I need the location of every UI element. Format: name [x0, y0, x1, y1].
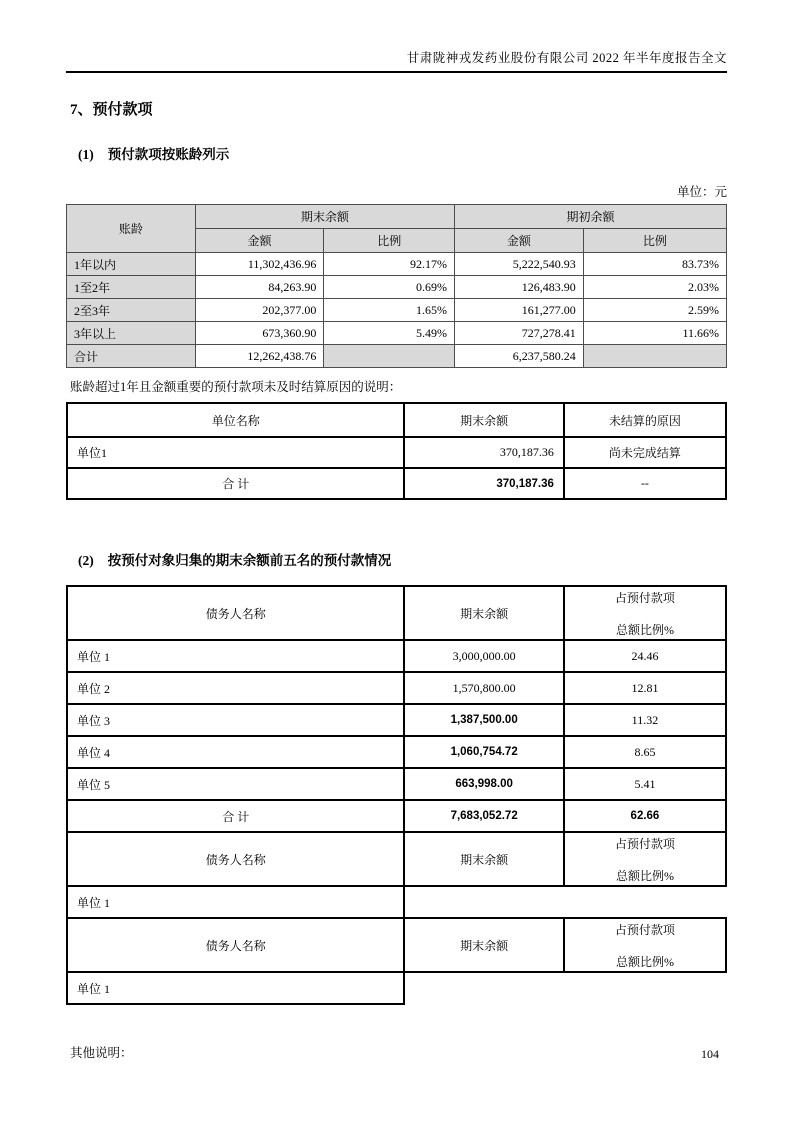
- top-five-header-row: [67, 832, 726, 886]
- cell-age: 1至2年: [67, 276, 196, 299]
- col-header-ratio: [564, 586, 726, 640]
- table-row: [67, 672, 726, 704]
- ratio-header-line1: 占预付款项: [614, 922, 675, 937]
- cell-empty: [324, 345, 455, 368]
- cell-debtor-name: 单位 1: [67, 972, 404, 1004]
- cell-balance: 1,060,754.72: [404, 736, 563, 768]
- cell-total-end-amount: 12,262,438.76: [195, 345, 324, 368]
- cell-total-label: 合计: [67, 345, 196, 368]
- col-header-debtor-name: 债务人名称: [67, 918, 404, 972]
- aging-table-header-row-1: [67, 205, 727, 229]
- table-row: [67, 768, 726, 800]
- header-divider: [66, 71, 727, 73]
- col-header-ratio: [564, 832, 726, 886]
- cell-end-amount: 11,302,436.96: [195, 253, 324, 276]
- unsettled-table: [66, 402, 727, 500]
- top-five-extra-block-2: [66, 917, 727, 1005]
- section-title: 7、预付款项: [70, 102, 153, 118]
- top-five-header-row: [67, 586, 726, 640]
- cell-debtor-name: 单位 3: [67, 704, 404, 736]
- col-header-ending-balance: 期末余额: [404, 586, 563, 640]
- col-header-ratio-end: 比例: [324, 229, 455, 253]
- col-header-ending-balance: 期末余额: [404, 403, 563, 437]
- aging-note: 账龄超过1年且金额重要的预付款项未及时结算原因的说明：: [70, 380, 402, 394]
- cell-begin-amount: 727,278.41: [455, 322, 584, 345]
- table-row: [67, 640, 726, 672]
- cell-total-begin-amount: 6,237,580.24: [455, 345, 584, 368]
- cell-total-balance: 370,187.36: [404, 468, 563, 499]
- cell-ratio: 8.65: [564, 736, 726, 768]
- cell-ratio: 24.46: [564, 640, 726, 672]
- col-header-debtor-name: 债务人名称: [67, 586, 404, 640]
- cell-begin-ratio: 83.73%: [583, 253, 726, 276]
- top-five-table: [66, 585, 727, 833]
- cell-end-ratio: 0.69%: [324, 276, 455, 299]
- cell-total-label: 合 计: [67, 468, 404, 499]
- cell-ratio: 5.41: [564, 768, 726, 800]
- table-row: [67, 437, 726, 468]
- cell-debtor-name: 单位 1: [67, 886, 404, 918]
- cell-balance: 370,187.36: [404, 437, 563, 468]
- subsection-2-number: (2): [78, 553, 94, 568]
- cell-balance: 663,998.00: [404, 768, 563, 800]
- cell-debtor-name: 单位 5: [67, 768, 404, 800]
- cell-ratio: 12.81: [564, 672, 726, 704]
- document-header-title: 甘肃陇神戎发药业股份有限公司 2022 年半年度报告全文: [406, 51, 727, 65]
- col-header-ending-balance: 期末余额: [404, 918, 563, 972]
- subsection-2-title: [78, 549, 727, 569]
- col-header-ending-balance: 期末余额: [195, 205, 454, 229]
- col-header-amount-end: 金额: [195, 229, 324, 253]
- table-row: [67, 322, 727, 345]
- table-row: [67, 704, 726, 736]
- cell-empty: [583, 345, 726, 368]
- cell-reason: 尚未完成结算: [564, 437, 726, 468]
- cell-balance: 1,387,500.00: [404, 704, 563, 736]
- cell-begin-amount: 126,483.90: [455, 276, 584, 299]
- cell-begin-ratio: 11.66%: [583, 322, 726, 345]
- other-note: 其他说明：: [70, 1046, 133, 1060]
- cell-end-amount: 202,377.00: [195, 299, 324, 322]
- cell-balance: 1,570,800.00: [404, 672, 563, 704]
- cell-empty: [404, 886, 563, 918]
- table-row: [67, 253, 727, 276]
- cell-debtor-name: 单位 1: [67, 640, 404, 672]
- top-five-extra-block-1: [66, 831, 727, 919]
- cell-total-label: 合 计: [67, 800, 404, 832]
- col-header-beginning-balance: 期初余额: [455, 205, 727, 229]
- col-header-unit-name: 单位名称: [67, 403, 404, 437]
- ratio-header-line2: 总额比例%: [615, 622, 674, 637]
- ratio-header-line1: 占预付款项: [614, 836, 675, 851]
- cell-total-ratio: 62.66: [564, 800, 726, 832]
- cell-begin-ratio: 2.59%: [583, 299, 726, 322]
- cell-empty: [564, 886, 726, 918]
- cell-begin-amount: 5,222,540.93: [455, 253, 584, 276]
- total-row: [67, 345, 727, 368]
- total-row: [67, 468, 726, 499]
- page-content: [66, 0, 727, 1061]
- table-row: [67, 299, 727, 322]
- cell-debtor-name: 单位 2: [67, 672, 404, 704]
- cell-end-amount: 84,263.90: [195, 276, 324, 299]
- cell-end-amount: 673,360.90: [195, 322, 324, 345]
- subsection-1-title: [78, 143, 727, 163]
- cell-debtor-name: 单位 4: [67, 736, 404, 768]
- aging-table: [66, 204, 727, 368]
- cell-unit-name: 单位1: [67, 437, 404, 468]
- table-row: [67, 276, 727, 299]
- page-number: 104: [701, 1047, 719, 1061]
- cell-end-ratio: 1.65%: [324, 299, 455, 322]
- ratio-header-line2: 总额比例%: [615, 868, 674, 883]
- cell-begin-ratio: 2.03%: [583, 276, 726, 299]
- cell-end-ratio: 92.17%: [324, 253, 455, 276]
- cell-age: 1年以内: [67, 253, 196, 276]
- subsection-2-text: 按预付对象归集的期末余额前五名的预付款情况: [107, 553, 392, 568]
- cell-age: 3年以上: [67, 322, 196, 345]
- cell-total-balance: 7,683,052.72: [404, 800, 563, 832]
- ratio-header-line2: 总额比例%: [615, 954, 674, 969]
- col-header-age: 账龄: [67, 205, 196, 253]
- total-row: [67, 800, 726, 832]
- col-header-debtor-name: 债务人名称: [67, 832, 404, 886]
- top-five-header-row: [67, 918, 726, 972]
- table-row: [67, 972, 726, 1004]
- unit-label: 单位：元: [676, 185, 727, 199]
- cell-balance: 3,000,000.00: [404, 640, 563, 672]
- ratio-header-line1: 占预付款项: [614, 590, 675, 605]
- cell-total-reason: --: [564, 468, 726, 499]
- cell-empty: [564, 972, 726, 1004]
- cell-ratio: 11.32: [564, 704, 726, 736]
- unsettled-header-row: [67, 403, 726, 437]
- cell-empty: [404, 972, 563, 1004]
- cell-end-ratio: 5.49%: [324, 322, 455, 345]
- col-header-ratio: [564, 918, 726, 972]
- subsection-1-text: 预付款项按账龄列示: [107, 147, 230, 162]
- col-header-ratio-begin: 比例: [583, 229, 726, 253]
- subsection-1-number: (1): [78, 147, 94, 162]
- cell-begin-amount: 161,277.00: [455, 299, 584, 322]
- cell-age: 2至3年: [67, 299, 196, 322]
- table-row: [67, 886, 726, 918]
- table-row: [67, 736, 726, 768]
- col-header-amount-begin: 金额: [455, 229, 584, 253]
- col-header-reason: 未结算的原因: [564, 403, 726, 437]
- col-header-ending-balance: 期末余额: [404, 832, 563, 886]
